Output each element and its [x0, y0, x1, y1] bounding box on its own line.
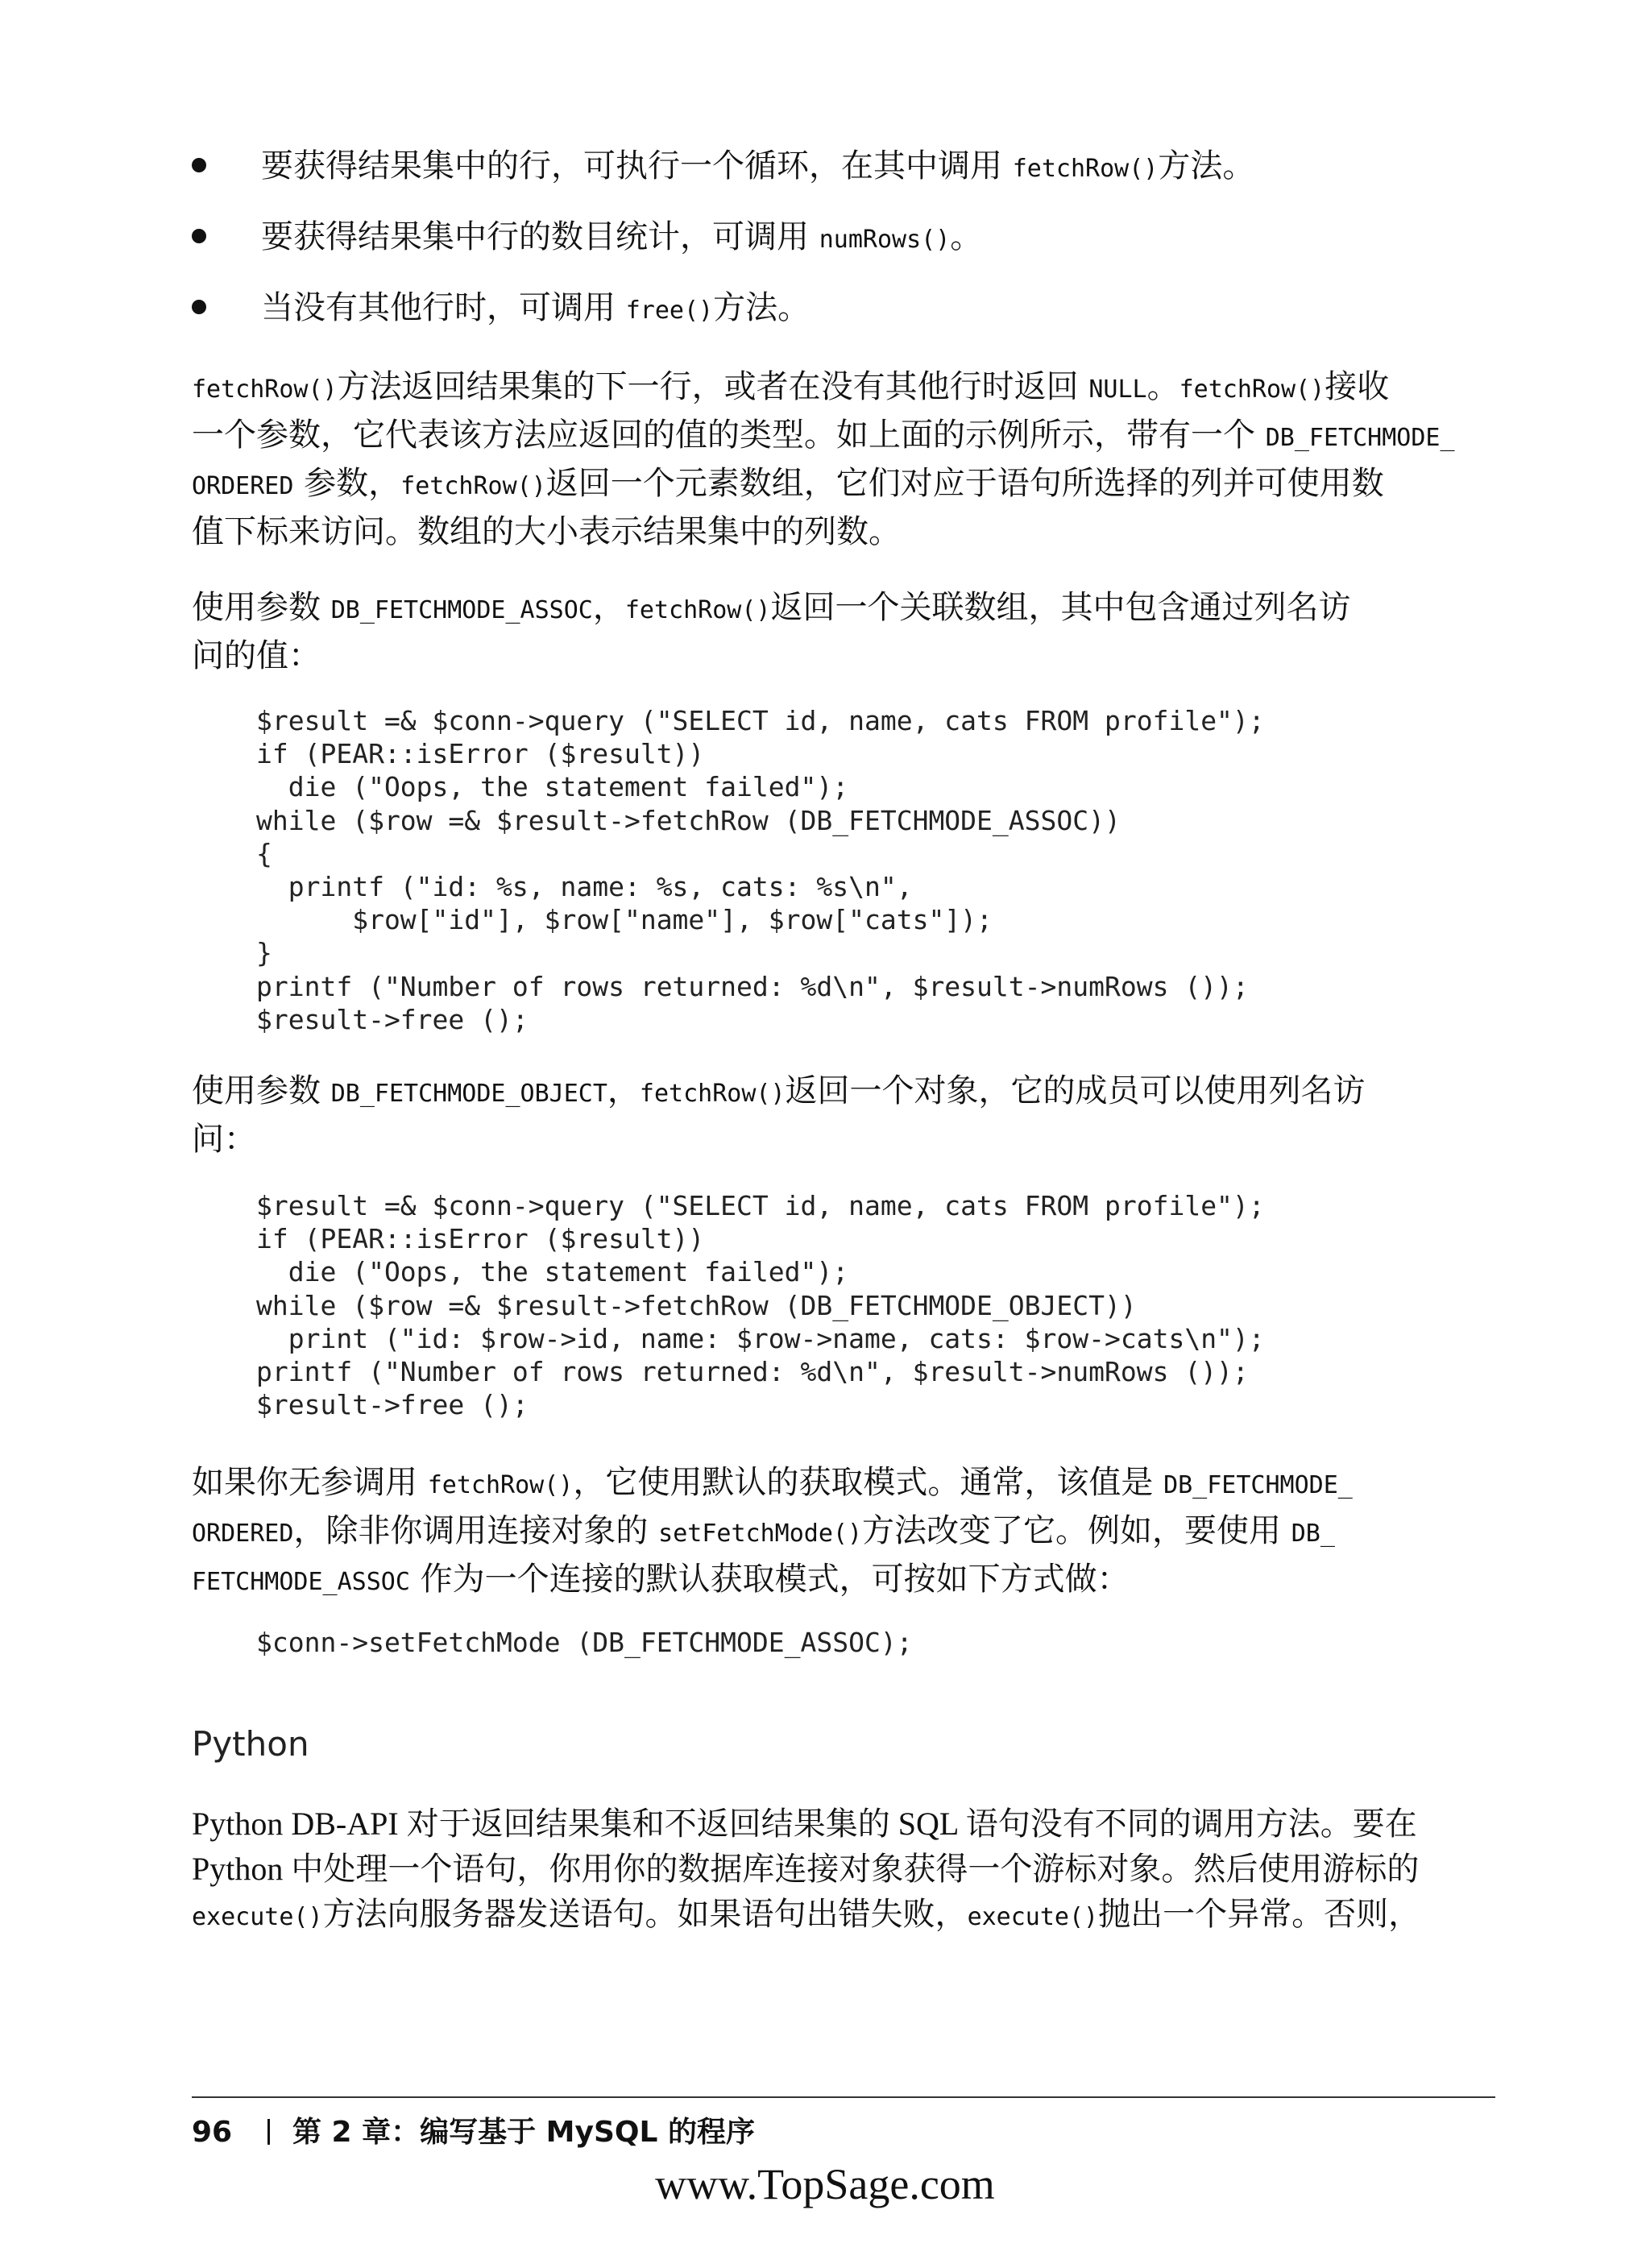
text: ，它使用默认的获取模式。通常，该值是	[573, 1464, 1164, 1501]
inline-code: DB_FETCHMODE_	[1265, 424, 1455, 452]
text: ，	[592, 589, 625, 626]
bullet-text: 要获得结果集中的行，可执行一个循环，在其中调用	[261, 147, 1013, 185]
bullet-text: 方法。	[1158, 147, 1255, 185]
bullet-text: 当没有其他行时，可调用	[261, 289, 626, 326]
text: 如果你无参调用	[192, 1464, 428, 1501]
text: 使用参数	[192, 1072, 331, 1109]
text: ，	[607, 1072, 640, 1109]
inline-code: fetchRow()	[639, 1080, 786, 1108]
text: 返回一个元素数组，它们对应于语句所选择的列并可使用数	[545, 465, 1384, 502]
inline-code: DB_	[1291, 1520, 1335, 1548]
text: 返回一个对象，它的成员可以使用列名访	[785, 1072, 1366, 1109]
text: ，除非你调用连接对象的	[293, 1512, 659, 1549]
inline-code: fetchRow()	[400, 472, 546, 500]
page-footer	[192, 2109, 755, 2150]
paragraph-fetchrow	[192, 364, 1473, 554]
inline-code: numRows()	[819, 226, 951, 254]
bullet-dot	[192, 158, 206, 172]
inline-code: setFetchMode()	[658, 1520, 863, 1548]
text: 方法向服务器发送语句。如果语句出错失败，	[322, 1896, 968, 1933]
inline-code: ORDERED	[192, 1520, 294, 1548]
text: 方法返回结果集的下一行，或者在没有其他行时返回	[337, 368, 1089, 405]
text: 抛出一个异常。否则，	[1098, 1896, 1421, 1933]
text: 接收	[1325, 368, 1390, 405]
text: 问：	[192, 1121, 256, 1158]
bullet-text: 要获得结果集中行的数目统计，可调用	[261, 218, 819, 255]
text: Python 中处理一个语句，你用你的数据库连接对象获得一个游标对象。然后使用游标的	[192, 1851, 1420, 1887]
text: 。	[1146, 368, 1179, 405]
paragraph-assoc	[192, 585, 1473, 678]
inline-code: ORDERED	[192, 472, 294, 500]
bullet-text: 方法。	[713, 289, 810, 326]
footer-rule	[192, 2096, 1495, 2098]
text: 作为一个连接的默认获取模式，可按如下方式做：	[409, 1561, 1130, 1598]
inline-code: execute()	[967, 1903, 1099, 1931]
inline-code: execute()	[192, 1903, 323, 1931]
inline-code: fetchRow()	[1179, 375, 1325, 404]
bullet-dot	[192, 229, 206, 243]
inline-code: NULL	[1088, 375, 1147, 404]
inline-code: fetchRow()	[1012, 155, 1159, 183]
inline-code: DB_FETCHMODE_OBJECT	[330, 1080, 607, 1108]
inline-code: free()	[625, 296, 714, 325]
text: 问的值：	[192, 637, 321, 674]
text: 使用参数	[192, 589, 331, 626]
code-block-assoc: $result =& $conn->query ("SELECT id, name, cats FROM profile"); if (PEAR::isError ($result)) die ("Oops, the statement failed"); while ($row =& $result->fetchRow (DB_FETCHMODE_ASSOC)) { printf ("id: %s, name: %s, cats: %s\n", $row["id"], $row["name"], $row["cats"]); } printf ("Number of rows returned: %d\n", $result->numRows ()); $result->free ();	[256, 705, 1265, 1035]
text: 方法改变了它。例如，要使用	[862, 1512, 1291, 1549]
paragraph-default-mode	[192, 1460, 1473, 1605]
text: 返回一个关联数组，其中包含通过列名访	[770, 589, 1351, 626]
inline-code: fetchRow()	[427, 1471, 574, 1499]
text: 参数，	[293, 465, 401, 502]
text: 值下标来访问。数组的大小表示结果集中的列数。	[192, 513, 901, 550]
text: Python DB-API 对于返回结果集和不返回结果集的 SQL 语句没有不同的调用方法。要在	[192, 1806, 1417, 1842]
watermark-text: www.TopSage.com	[655, 2160, 995, 2208]
inline-code: DB_FETCHMODE_ASSOC	[330, 596, 593, 624]
code-block-object: $result =& $conn->query ("SELECT id, name, cats FROM profile"); if (PEAR::isError ($result)) die ("Oops, the statement failed"); while ($row =& $result->fetchRow (DB_FETCHMODE_OBJECT)) print ("id: $row->id, name: $row->name, cats: $row->cats\n"); printf ("Number of rows returned: %d\n", $result->numRows ()); $result->free ();	[256, 1190, 1265, 1421]
page-number: 96	[192, 2116, 233, 2149]
paragraph-python	[192, 1802, 1473, 1940]
bullet-text: 。	[950, 218, 983, 255]
chapter-title: 第 2 章：编写基于 MySQL 的程序	[292, 2116, 755, 2149]
bullet-dot	[192, 300, 206, 314]
text: 一个参数，它代表该方法应返回的值的类型。如上面的示例所示，带有一个	[192, 417, 1266, 454]
code-block-setfetchmode: $conn->setFetchMode (DB_FETCHMODE_ASSOC);	[256, 1627, 913, 1658]
paragraph-object	[192, 1068, 1473, 1162]
footer-divider	[267, 2119, 270, 2145]
inline-code: FETCHMODE_ASSOC	[192, 1568, 410, 1596]
inline-code: DB_FETCHMODE_	[1163, 1471, 1353, 1499]
inline-code: fetchRow()	[192, 375, 338, 404]
inline-code: fetchRow()	[624, 596, 771, 624]
section-heading: Python	[192, 1724, 309, 1764]
